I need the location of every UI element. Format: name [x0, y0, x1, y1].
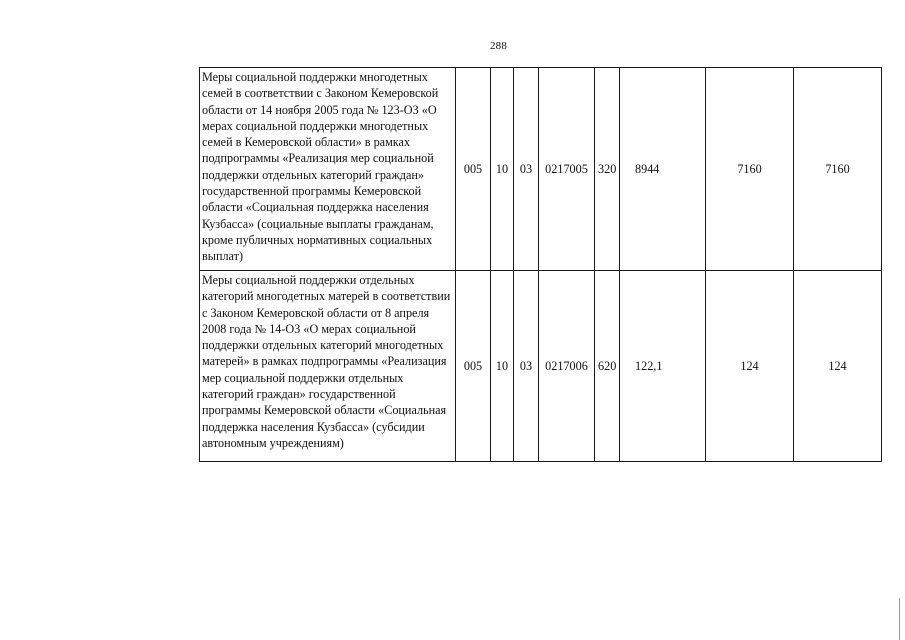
expense-type-cell: 620 — [595, 271, 620, 462]
amount-cell-2: 7160 — [706, 68, 794, 271]
table-row — [200, 68, 882, 271]
target-article-cell: 0217006 — [539, 271, 595, 462]
amount-cell-2: 124 — [706, 271, 794, 462]
scan-edge-mark — [899, 598, 900, 640]
amount-cell-3: 124 — [794, 271, 882, 462]
target-article-cell: 0217005 — [539, 68, 595, 271]
ved-code-cell: 005 — [456, 271, 491, 462]
amount-cell-1: 122,1 — [620, 271, 706, 462]
row-description: Меры социальной поддержки многодетных семей в соответствии с Законом Кемеровской области от 14 ноября 2005 года № 123-ОЗ «О мерах социальной поддержки многодетных семей в Кемеровской области» в рамках подпрограммы «Реализация мер социальной поддержки отдельных категорий граждан» государственной программы Кемеровской области «Социальная поддержка населения Кузбасса» (социальные выплаты гражданам, кроме публичных нормативных социальных выплат) — [200, 68, 456, 271]
page-number: 288 — [489, 40, 508, 52]
budget-table — [199, 67, 882, 462]
expense-type-cell: 320 — [595, 68, 620, 271]
subsection-code-cell: 03 — [514, 68, 539, 271]
section-code-cell: 10 — [491, 271, 514, 462]
ved-code-cell: 005 — [456, 68, 491, 271]
row-description: Меры социальной поддержки отдельных категорий многодетных матерей в соответствии с Законом Кемеровской области от 8 апреля 2008 года № 14-ОЗ «О мерах социальной поддержки отдельных категорий многодетных матерей» в рамках подпрограммы «Реализация мер социальной поддержки отдельных категорий граждан» государственной программы Кемеровской области «Социальная поддержка населения Кузбасса» (субсидии автономным учреждениям) — [200, 271, 456, 462]
table-row — [200, 271, 882, 462]
amount-cell-1: 8944 — [620, 68, 706, 271]
section-code-cell: 10 — [491, 68, 514, 271]
amount-cell-3: 7160 — [794, 68, 882, 271]
subsection-code-cell: 03 — [514, 271, 539, 462]
